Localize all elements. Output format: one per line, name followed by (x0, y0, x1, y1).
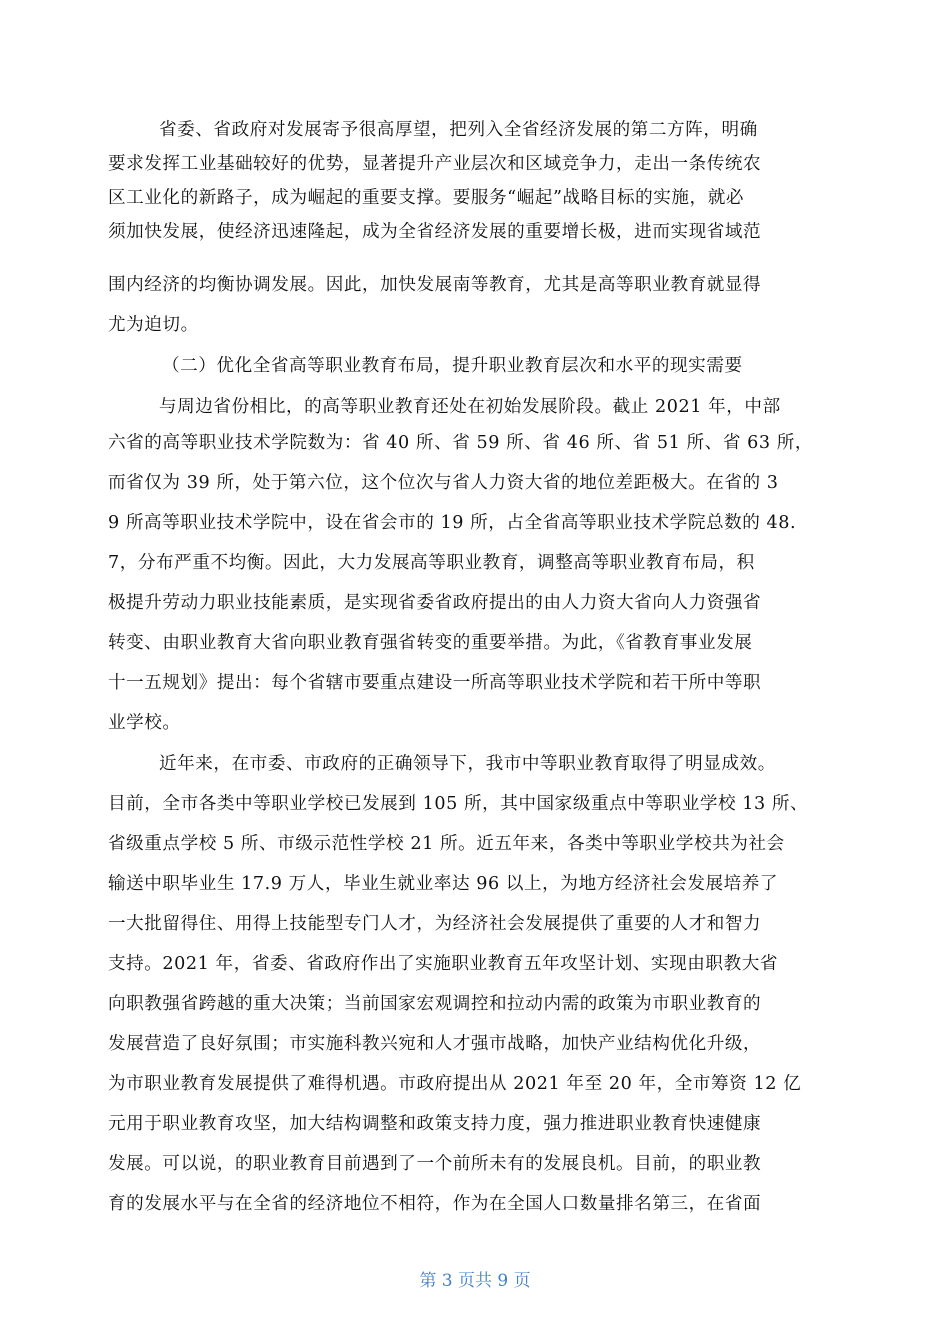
text-line: 育的发展水平与在全省的经济地位不相符，作为在全国人口数量排名第三，在省面 (108, 1194, 762, 1214)
text-line: 向职教强省跨越的重大决策；当前国家宏观调控和拉动内需的政策为市职业教育的 (108, 994, 762, 1014)
page-number: 第 3 页共 9 页 (419, 1271, 531, 1291)
text-line: 区工业化的新路子，成为崛起的重要支撑。要服务“崛起”战略目标的实施，就必 (108, 188, 744, 208)
text-line: 支持。2021 年，省委、省政府作出了实施职业教育五年攻坚计划、实现由职教大省 (108, 954, 779, 974)
text-line: 而省仅为 39 所，处于第六位，这个位次与省人力资大省的地位差距极大。在省的 3 (108, 473, 779, 493)
text-line: 与周边省份相比，的高等职业教育还处在初始发展阶段。截止 2021 年，中部 (159, 397, 781, 417)
text-line: 目前，全市各类中等职业学校已发展到 105 所，其中国家级重点中等职业学校 13 所、 (108, 794, 809, 814)
text-line: 输送中职毕业生 17.9 万人，毕业生就业率达 96 以上，为地方经济社会发展培养了 (108, 874, 779, 894)
text-line: 发展。可以说，的职业教育目前遇到了一个前所未有的发展良机。目前，的职业教 (108, 1154, 762, 1174)
text-line: 9 所高等职业技术学院中，设在省会市的 19 所，占全省高等职业技术学院总数的 48. (108, 513, 797, 533)
text-line: 六省的高等职业技术学院数为：省 40 所、省 59 所、省 46 所、省 51 所、省 63 所， (108, 433, 814, 453)
text-line: 十一五规划》提出：每个省辖市要重点建设一所高等职业技术学院和若干所中等职 (108, 673, 762, 693)
text-line: 须加快发展，使经济迅速隆起，成为全省经济发展的重要增长极，进而实现省域范 (108, 222, 762, 242)
text-line: 极提升劳动力职业技能素质，是实现省委省政府提出的由人力资大省向人力资强省 (108, 593, 762, 613)
text-line: 元用于职业教育攻坚，加大结构调整和政策支持力度，强力推进职业教育快速健康 (108, 1114, 762, 1134)
text-line: 围内经济的均衡协调发展。因此，加快发展南等教育，尤其是高等职业教育就显得 (108, 275, 762, 295)
text-line: 尤为迫切。 (108, 315, 199, 335)
text-line: 一大批留得住、用得上技能型专门人才，为经济社会发展提供了重要的人才和智力 (108, 914, 762, 934)
text-line: 转变、由职业教育大省向职业教育强省转变的重要举措。为此，《省教育事业发展 (108, 633, 753, 653)
section-heading: （二）优化全省高等职业教育布局，提升职业教育层次和水平的现实需要 (162, 356, 743, 376)
text-line: 要求发挥工业基础较好的优势，显著提升产业层次和区域竞争力，走出一条传统农 (108, 154, 762, 174)
text-line: 省级重点学校 5 所、市级示范性学校 21 所。近五年来，各类中等职业学校共为社会 (108, 834, 785, 854)
text-line: 7，分布严重不均衡。因此，大力发展高等职业教育，调整高等职业教育布局，积 (108, 553, 755, 573)
text-line: 省委、省政府对发展寄予很高厚望，把列入全省经济发展的第二方阵，明确 (159, 120, 758, 140)
text-line: 发展营造了良好氛围；市实施科教兴宛和人才强市战略，加快产业结构优化升级， (108, 1034, 762, 1054)
text-line: 近年来，在市委、市政府的正确领导下，我市中等职业教育取得了明显成效。 (159, 754, 776, 774)
text-line: 为市职业教育发展提供了难得机遇。市政府提出从 2021 年至 20 年，全市筹资 12 亿 (108, 1074, 802, 1094)
text-line: 业学校。 (108, 713, 181, 733)
